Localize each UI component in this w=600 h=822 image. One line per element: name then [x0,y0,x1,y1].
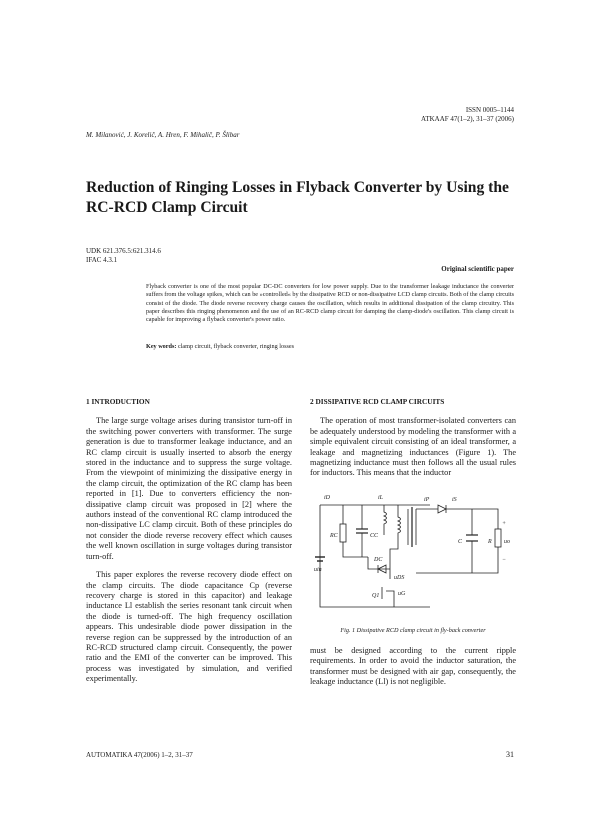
section-heading: 2 DISSIPATIVE RCD CLAMP CIRCUITS [310,397,445,406]
label-c: C [458,539,463,545]
abstract: Flyback converter is one of the most popular DC-DC converters for low power supply. Due to the transformer leakage inductance the converter suffers from the voltage spikes, which can be »controlled« by the dissipative RCD or non-dissipative LCD clamp circuits. Both of the clamp circuits consist of the diode. The diode reverse recovery charge causes the oscillation, which results in additional dissipation of the clamp circuitry. This paper describes this ringing phenomenon and the use of an RC-RCD clamp circuit for damping the clamp-diode's oscillation. This clamp circuit is capable for improving a flyback converter's power ratio. [146,283,514,324]
paragraph: This paper explores the reverse recovery diode effect on the clamp circuits. The diode capacitance Cp (reverse recovery charge is stored in this capacitor) and leakage inductance Ll establish the series resonant tank circuit when the diode is turned-off. The high frequency oscillation appears. This undesirable diode power dissipation in the reverse region can be suppressed by the introduction of an RC-RCD structured clamp circuit. Consequently, the power ratio and the EMI of the converter can be improved. This process was investigated by simulation, and verified experimentally. [86,570,292,684]
footer-journal: AUTOMATIKA 47(2006) 1–2, 31–37 [86,751,193,759]
page-number: 31 [506,750,514,759]
paragraph: must be designed according to the current ripple requirements. In order to avoid the inductor saturation, the transformer must be designed with air gap, consequently, the leakage inductance (Ll) is not negligible. [310,646,516,687]
label-cc: CC [370,533,379,539]
label-uds: uDS [394,575,405,581]
section-dissipative-rcd [310,397,516,487]
figure-circuit [312,487,516,623]
inductor-leakage [384,505,387,535]
keywords-text: clamp circuit, flyback converter, ringing losses [177,343,295,350]
paragraph: The large surge voltage arises during transistor turn-off in the switching power converters with transformer. The surge generation is due to transformer leakage inductance, and an RC clamp circuit is usually inserted to absorb the energy stored in the inductance and to suppress the surge voltage. From the viewpoint of minimizing the dissipative energy in the clamp circuit, the optimization of the RC clamp has been reported in [1]. Due to converters efficiency the non-dissipative clamp circuit was proposed in [2] where the authors instead of the conventional RC clamp introduced the non-dissipative LC clamp circuit. Both of these principles do not consider the diode reverse recovery effect which causes the well known oscillation in surge voltages during transistor turn-off. [86,416,292,561]
diode-output [438,505,446,513]
label-is: iS [452,497,457,503]
authors: M. Milanović, J. Korelič, A. Hren, F. Mihalič, P. Šlibar [86,131,240,139]
section-dissipative-rcd-continued [310,646,516,696]
issn-block [421,106,514,124]
inductor-magnetizing [390,505,401,569]
keywords-label: Key words: [146,343,177,350]
label-ug: uG [398,591,406,597]
label-uin: uin [314,567,322,573]
label-dc: DC [374,557,383,563]
paragraph: The operation of most transformer-isolated converters can be adequately understood by modeling the transformer with a simple equivalent circuit consisting of an ideal transformer, a leakage and magnetizing inductances (Figure 1). The magnetizing inductance must then follows all the usual rules for inductors. This means that the inductor [310,416,516,478]
wire-rc [343,505,368,557]
udk-code: UDK 621.376.5:621.314.6 [86,247,161,255]
classification [86,247,161,265]
label-r: R [488,539,492,545]
circuit-diagram [312,487,516,623]
keywords [146,343,294,350]
label-uo: uo [504,539,510,545]
mosfet-q1 [382,569,394,607]
label-q1: Q1 [372,593,380,599]
label-minus: − [502,557,507,563]
wire-secondary-loop [416,509,498,573]
journal-reference: ATKAAF 47(1–2), 31–37 (2006) [421,115,514,123]
label-rc: RC [330,533,338,539]
figure-caption: Fig. 1 Dissipative RCD clamp circuit in fly-back converter [340,627,486,634]
issn: ISSN 0005–1144 [465,106,514,114]
ifac-code: IFAC 4.3.1 [86,256,118,264]
section-heading: 1 INTRODUCTION [86,397,150,406]
wire-left-bottom [320,505,430,607]
section-introduction [86,397,292,693]
label-plus: + [502,521,507,527]
paper-type: Original scientific paper [441,265,514,273]
paper-title: Reduction of Ringing Losses in Flyback Converter by Using the RC-RCD Clamp Circuit [86,179,509,216]
resistor-output [495,529,501,547]
label-il: iL [378,495,384,501]
label-ip: iP [424,497,430,503]
resistor-rc [340,524,346,542]
label-id: iD [324,495,330,501]
